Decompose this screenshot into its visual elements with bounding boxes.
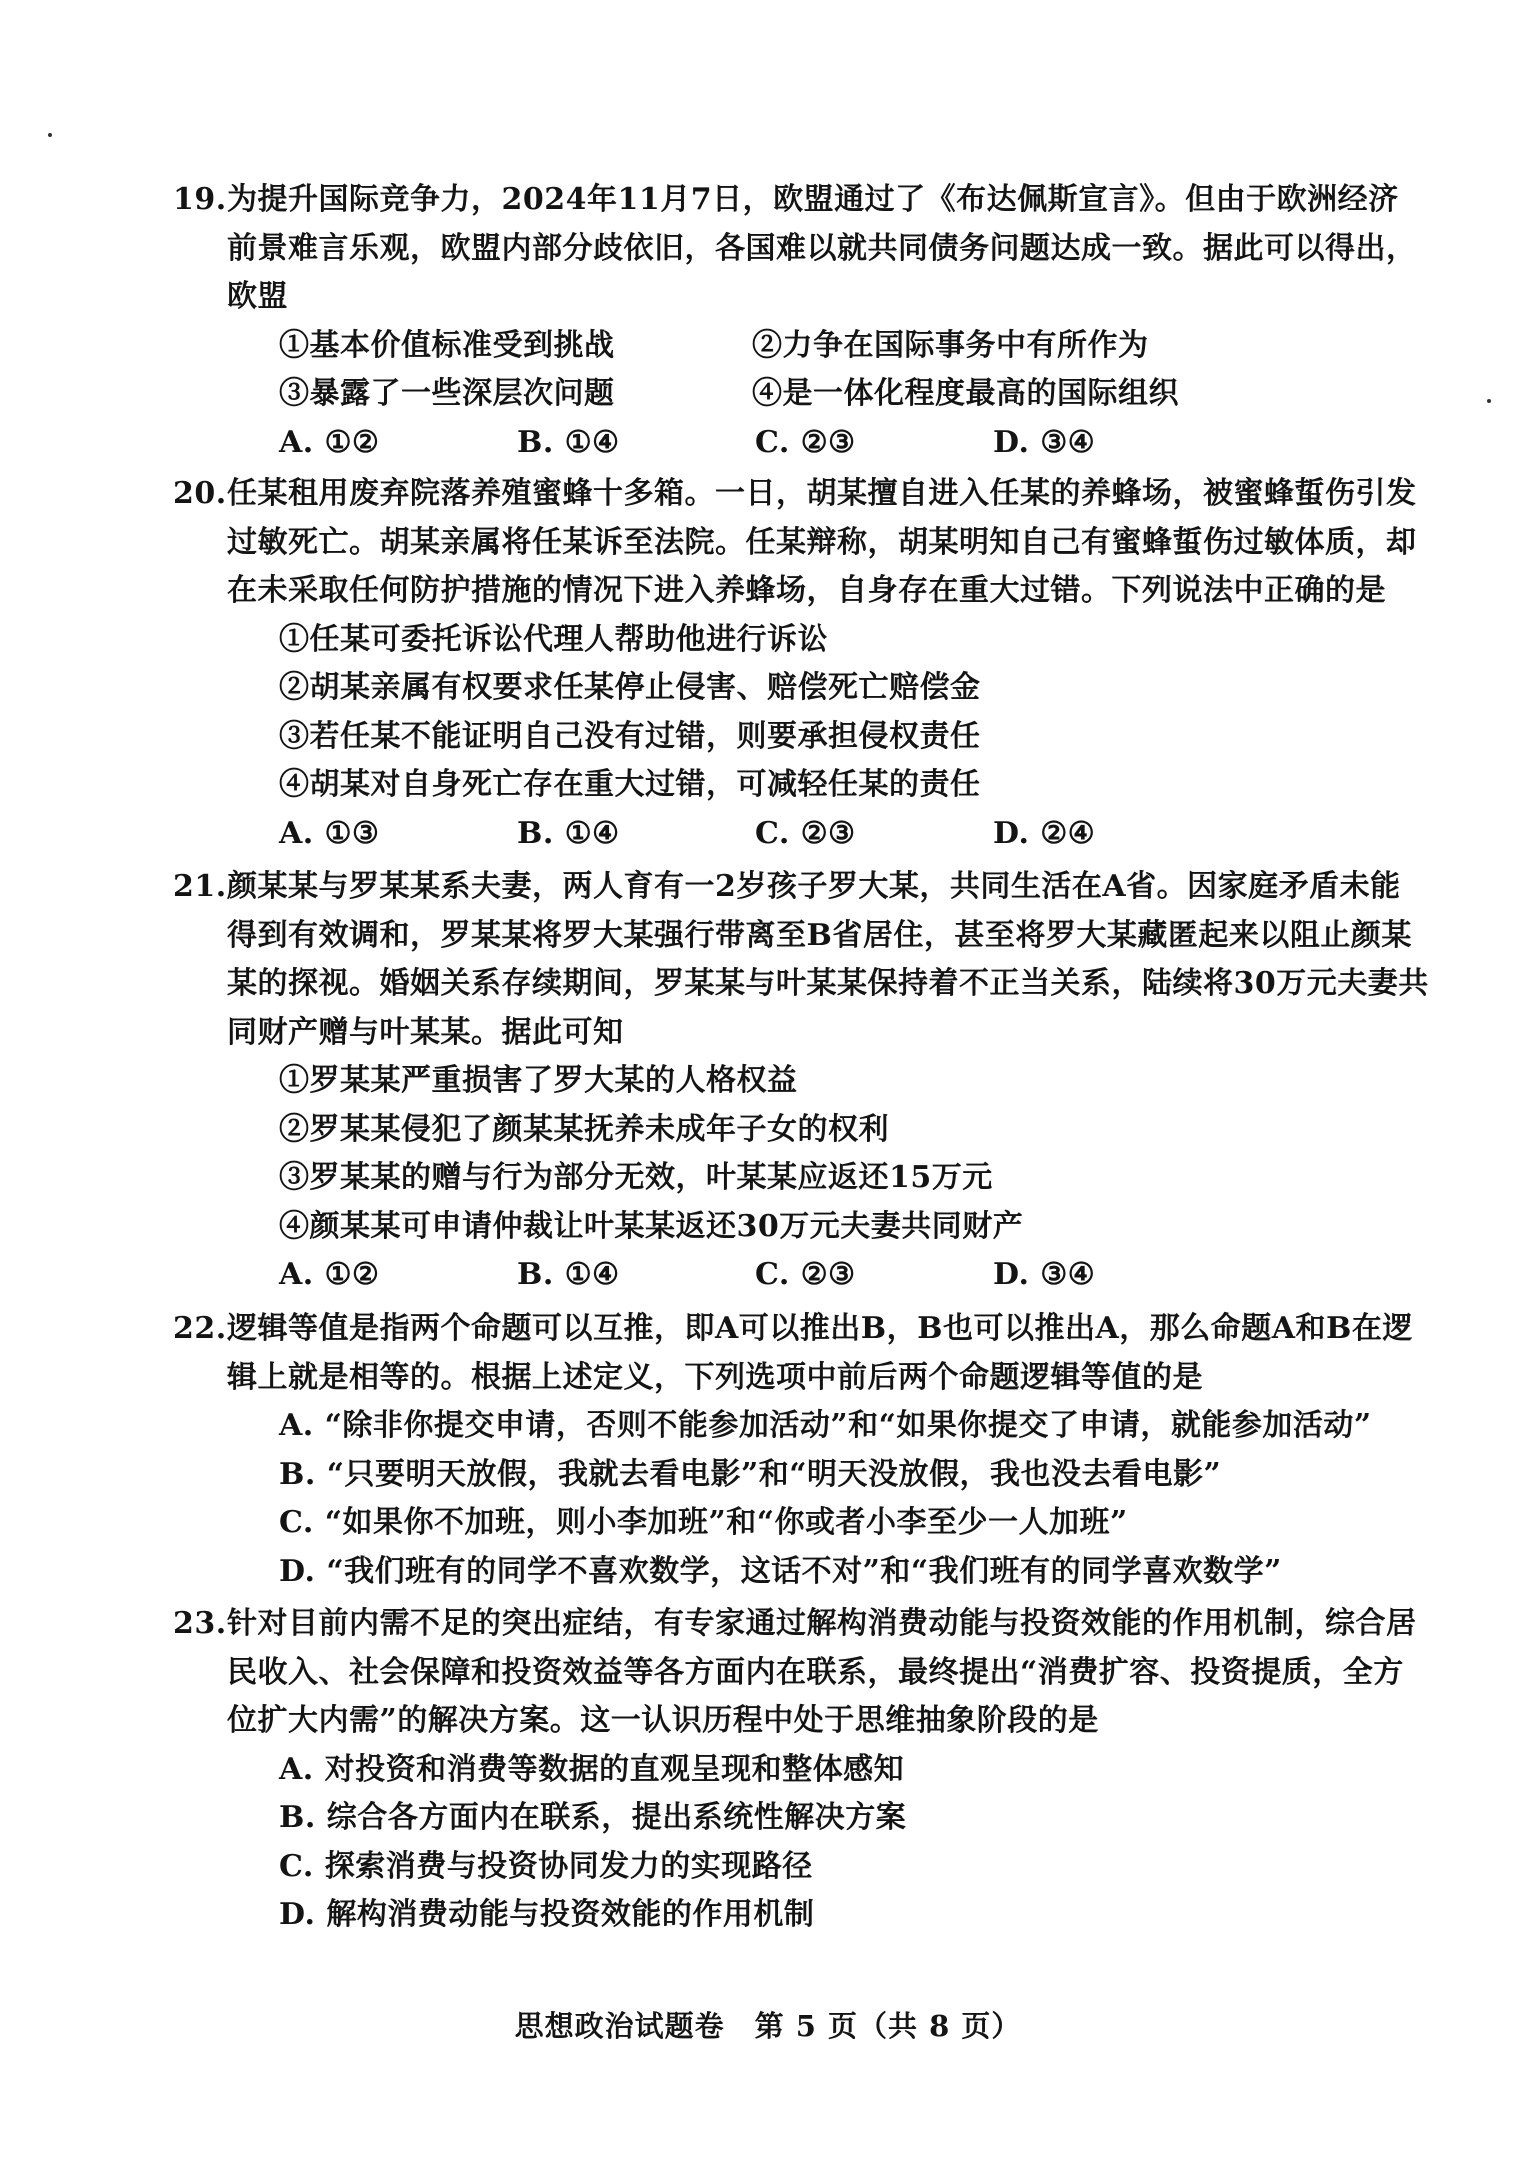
statement-1: ①基本价值标准受到挑战 <box>279 327 615 363</box>
statement-1: ①任某可委托诉讼代理人帮助他进行诉讼 <box>279 621 828 657</box>
option-b: B. “只要明天放假，我就去看电影”和“明天没放假，我也没去看电影” <box>279 1456 1222 1492</box>
question-19-stem-line-1: 19. 为提升国际竞争力，2024年11月7日，欧盟通过了《布达佩斯宣言》。但由于欧洲经济 <box>227 176 1442 225</box>
choice-c: C. ②③ <box>755 815 856 851</box>
scan-speck <box>48 133 52 137</box>
choice-a: A. ①② <box>279 424 380 460</box>
choice-b: B. ①④ <box>517 424 620 460</box>
question-19-statements-row-1 <box>227 322 1442 371</box>
scan-speck <box>1487 399 1491 403</box>
question-19-stem-line-3: 欧盟 <box>227 279 288 314</box>
choice-c: C. ②③ <box>755 1257 856 1292</box>
statement-2: ②罗某某侵犯了颜某某抚养未成年子女的权利 <box>279 1111 889 1147</box>
question-23 <box>173 1600 1442 1940</box>
question-20-stem-line-3: 在未采取任何防护措施的情况下进入养蜂场，自身存在重大过错。下列说法中正确的是 <box>227 573 1386 608</box>
statement-4: ④胡某对自身死亡存在重大过错，可减轻任某的责任 <box>279 767 981 802</box>
question-22-stem-line-2: 辑上就是相等的。根据上述定义，下列选项中前后两个命题逻辑等值的是 <box>227 1359 1203 1395</box>
question-number: 21. <box>173 869 227 904</box>
question-19-choices <box>227 419 1442 468</box>
question-20-stem-line-1: 20. 任某租用废弃院落养殖蜜蜂十多箱。一日，胡某擅自进入任某的养蜂场，被蜜蜂蜇伤引发 <box>227 470 1442 519</box>
statement-2: ②胡某亲属有权要求任某停止侵害、赔偿死亡赔偿金 <box>279 670 981 705</box>
statement-2: ②力争在国际事务中有所作为 <box>752 327 1149 363</box>
question-21 <box>173 863 1442 1300</box>
page-footer: 思想政治试题卷 第 5 页（共 8 页） <box>514 2009 1022 2043</box>
question-23-stem-line-3: 位扩大内需”的解决方案。这一认识历程中处于思维抽象阶段的是 <box>227 1703 1099 1738</box>
question-22 <box>173 1305 1442 1596</box>
question-20-stem-line-2: 过敏死亡。胡某亲属将任某诉至法院。任某辩称，胡某明知自己有蜜蜂蜇伤过敏体质，却 <box>227 524 1417 560</box>
question-number: 22. <box>173 1311 227 1346</box>
option-d: D. 解构消费动能与投资效能的作用机制 <box>279 1897 815 1932</box>
statement-3: ③暴露了一些深层次问题 <box>279 376 615 411</box>
choice-d: D. ③④ <box>993 1257 1096 1292</box>
question-23-stem-line-2: 民收入、社会保障和投资效益等各方面内在联系，最终提出“消费扩容、投资提质，全方 <box>227 1654 1404 1690</box>
question-21-stem-line-1: 21. 颜某某与罗某某系夫妻，两人育有一2岁孩子罗大某，共同生活在A省。因家庭矛盾未能 <box>227 863 1442 912</box>
statement-3: ③若任某不能证明自己没有过错，则要承担侵权责任 <box>279 718 981 754</box>
option-c: C. “如果你不加班，则小李加班”和“你或者小李至少一人加班” <box>279 1505 1128 1540</box>
statement-3: ③罗某某的赠与行为部分无效，叶某某应返还15万元 <box>279 1160 993 1195</box>
statement-4: ④是一体化程度最高的国际组织 <box>752 376 1179 411</box>
choice-b: B. ①④ <box>517 1257 620 1292</box>
question-19-statements-row-2 <box>227 370 1442 419</box>
question-22-stem-line-1: 22. 逻辑等值是指两个命题可以互推，即A可以推出B，B也可以推出A，那么命题A和B在逻 <box>227 1305 1442 1354</box>
question-19-stem-line-2: 前景难言乐观，欧盟内部分歧依旧，各国难以就共同债务问题达成一致。据此可以得出， <box>227 230 1417 266</box>
choice-d: D. ②④ <box>993 815 1096 851</box>
option-b: B. 综合各方面内在联系，提出系统性解决方案 <box>279 1800 907 1835</box>
question-20 <box>173 470 1442 858</box>
choice-a: A. ①② <box>279 1257 380 1292</box>
question-number: 23. <box>173 1606 227 1641</box>
question-19 <box>173 176 1442 467</box>
statement-4: ④颜某某可申请仲裁让叶某某返还30万元夫妻共同财产 <box>279 1208 1024 1244</box>
question-20-choices <box>227 810 1442 859</box>
question-21-stem-line-4: 同财产赠与叶某某。据此可知 <box>227 1014 624 1050</box>
question-21-stem-line-3: 某的探视。婚姻关系存续期间，罗某某与叶某某保持着不正当关系，陆续将30万元夫妻共 <box>227 966 1429 1001</box>
option-a: A. 对投资和消费等数据的直观呈现和整体感知 <box>279 1751 905 1787</box>
question-21-stem-line-2: 得到有效调和，罗某某将罗大某强行带离至B省居住，甚至将罗大某藏匿起来以阻止颜某 <box>227 917 1412 953</box>
choice-d: D. ③④ <box>993 424 1096 460</box>
choice-a: A. ①③ <box>279 815 380 851</box>
option-a: A. “除非你提交申请，否则不能参加活动”和“如果你提交了申请，就能参加活动” <box>279 1408 1372 1443</box>
option-d: D. “我们班有的同学不喜欢数学，这话不对”和“我们班有的同学喜欢数学” <box>279 1553 1282 1589</box>
choice-b: B. ①④ <box>517 815 620 851</box>
question-21-choices <box>227 1251 1442 1300</box>
question-number: 20. <box>173 476 227 511</box>
question-23-stem-line-1: 23. 针对目前内需不足的突出症结，有专家通过解构消费动能与投资效能的作用机制，综合居 <box>227 1600 1442 1649</box>
option-c: C. 探索消费与投资协同发力的实现路径 <box>279 1848 813 1884</box>
question-number: 19. <box>173 182 227 217</box>
choice-c: C. ②③ <box>755 424 856 460</box>
statement-1: ①罗某某严重损害了罗大某的人格权益 <box>279 1063 798 1098</box>
